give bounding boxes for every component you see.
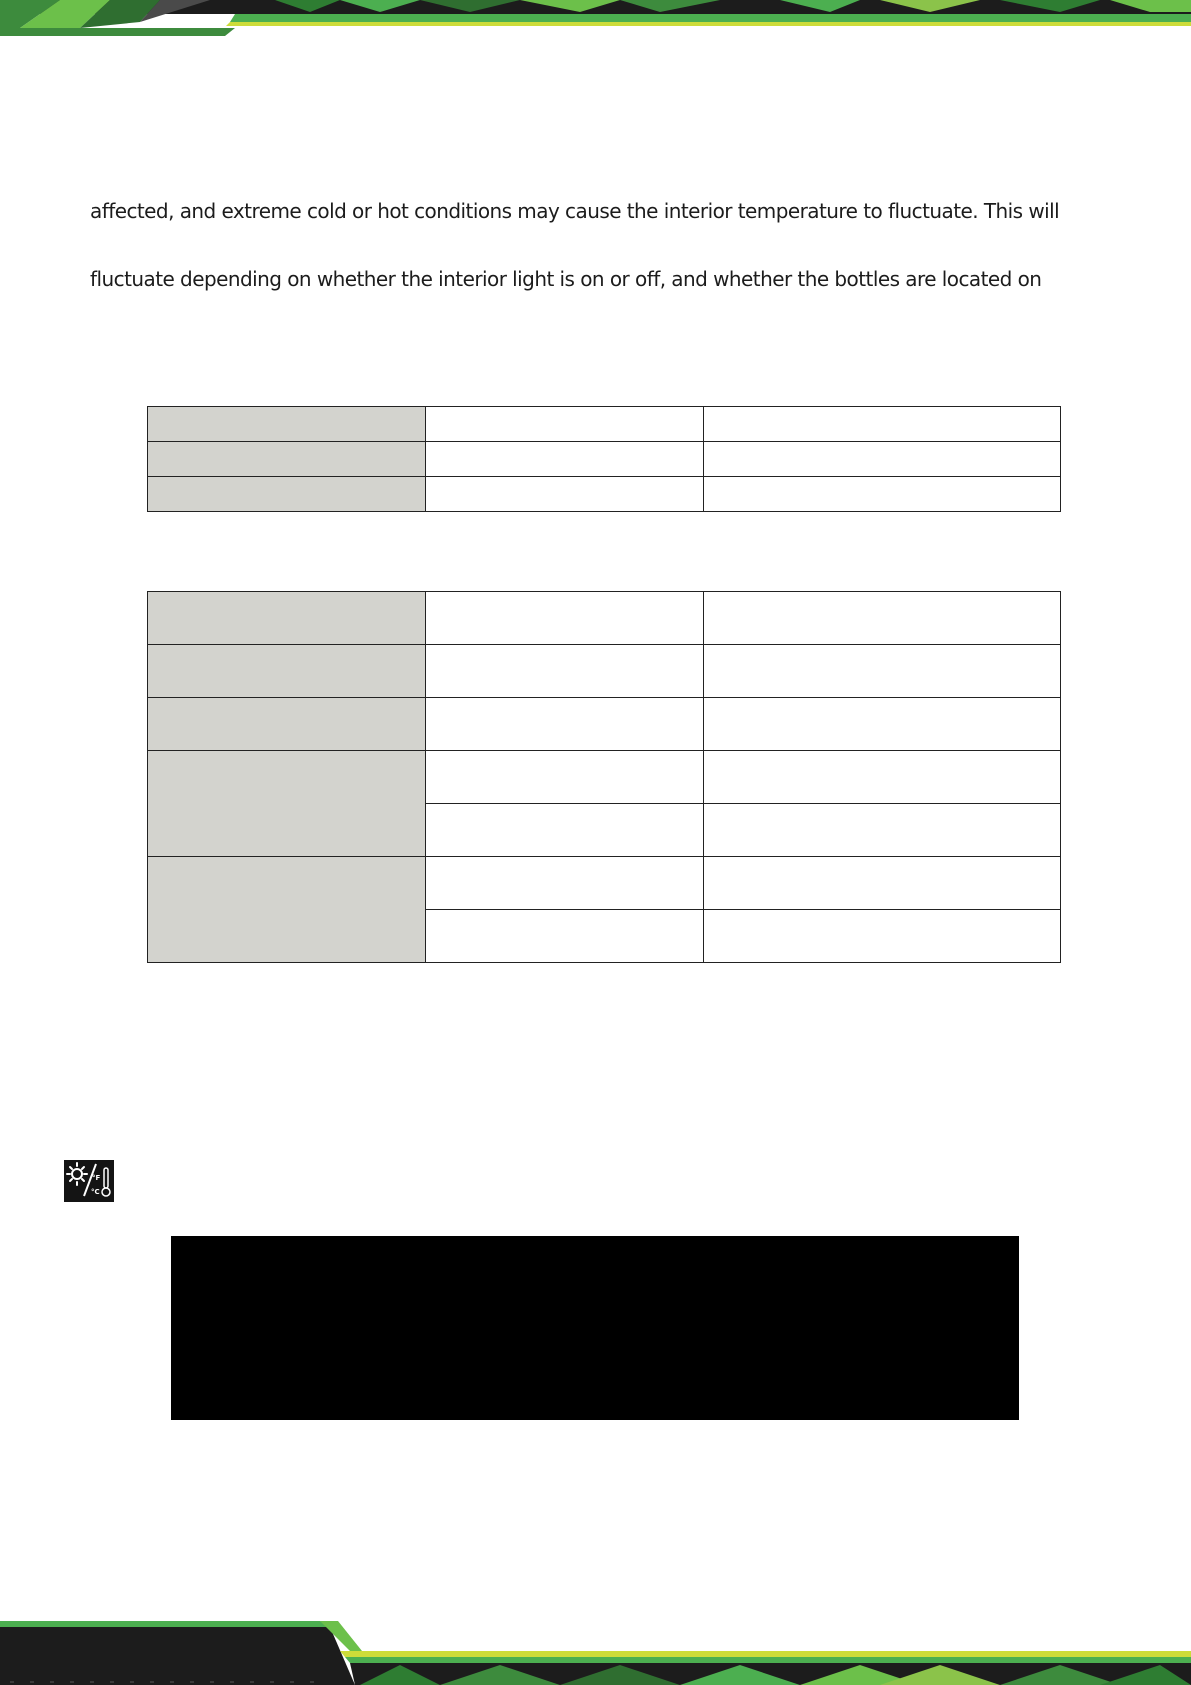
top-banner — [0, 0, 1191, 40]
table-row — [148, 751, 1061, 804]
table-cell — [426, 857, 704, 910]
table-cell — [426, 592, 704, 645]
table-cell — [704, 407, 1061, 442]
table-cell — [704, 857, 1061, 910]
table-cell — [704, 645, 1061, 698]
table-cell — [426, 751, 704, 804]
light-temperature-icon — [64, 1160, 114, 1202]
table-row — [148, 407, 1061, 442]
table-header-cell — [148, 477, 426, 512]
bottom-banner — [0, 1621, 1191, 1685]
table-cell — [426, 698, 704, 751]
table-header-cell — [148, 407, 426, 442]
spec-table-2 — [147, 591, 1061, 963]
spec-table-1 — [147, 406, 1061, 512]
table-row — [148, 857, 1061, 910]
table-cell — [704, 910, 1061, 963]
table-row — [148, 592, 1061, 645]
body-text-line: fluctuate depending on whether the interior light is on or off, and whether the bottles are located on — [90, 267, 1042, 291]
body-text-line: affected, and extreme cold or hot conditions may cause the interior temperature to fluctuate. This will — [90, 199, 1060, 223]
table-cell — [426, 645, 704, 698]
table-cell — [704, 442, 1061, 477]
table-header-cell — [148, 857, 426, 963]
svg-text:°F: °F — [92, 1174, 101, 1182]
table-cell — [426, 407, 704, 442]
table-cell — [704, 477, 1061, 512]
table-header-cell — [148, 698, 426, 751]
table-header-cell — [148, 442, 426, 477]
table-row — [148, 477, 1061, 512]
table-header-cell — [148, 645, 426, 698]
table-header-cell — [148, 592, 426, 645]
table-cell — [426, 477, 704, 512]
black-panel — [171, 1236, 1019, 1420]
table-header-cell — [148, 751, 426, 857]
table-cell — [704, 751, 1061, 804]
table-row — [148, 645, 1061, 698]
table-cell — [426, 804, 704, 857]
table-cell — [704, 698, 1061, 751]
table-row — [148, 698, 1061, 751]
table-row — [148, 442, 1061, 477]
table-cell — [426, 442, 704, 477]
svg-text:°C: °C — [91, 1188, 100, 1196]
table-cell — [426, 910, 704, 963]
table-cell — [704, 592, 1061, 645]
table-cell — [704, 804, 1061, 857]
